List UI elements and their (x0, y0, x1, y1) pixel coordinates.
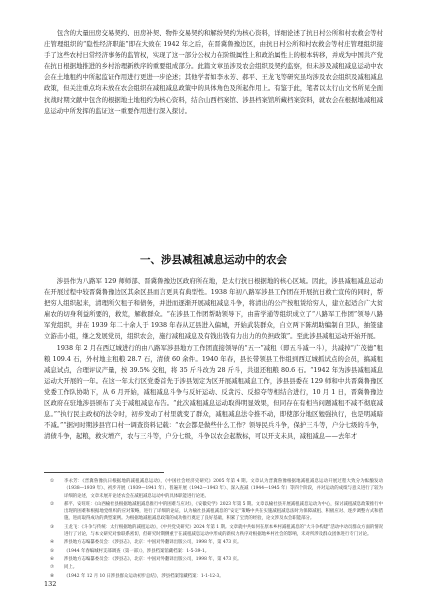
footnote (44, 556, 383, 563)
footnote (44, 573, 383, 580)
footnote-text: 郝平、安旺旺：《山西榆社县根据地减租减息推行中的困难与应对》，《安徽史学》2023 年第 5 期。文章以榆社县开展减租减息运动为中心，探讨减租减息政策推行中出现的困难和根据地党组织的应对策略，进行了详细的论证，认为榆社县减租减息的“安定”策略中共在实施减租减息法时为保障减租、积极应对、逐步调整方式和措施，进而取得成功的典型案例。为根据地减租减息政策的成功推行奠定了良好基础，积累了宝贵的经验，论文涉及农会职能部分。 (64, 501, 383, 522)
footnote (44, 478, 383, 500)
footnote-marker: ① (50, 479, 54, 484)
footnote-marker: ⑤ (50, 548, 54, 554)
intro-paragraph: 包含的大量田房交易契约、田房补契、物件交易契约和解纷契约为核心资料，详细论述了抗日村公所和村农救会等村庄管理组织的“隐性经济职能”即在大致在 1942 年之后，在晋冀鲁豫边区，由抗日村公所和村农救会等村庄管理组织接手了这些农村日常经济事务的监管权，实现了这一部分公权力在阶级属性上和政治属性上的根本转移，并成为中国共产党在抗日根据地推进的乡村治理新秩序的重要组成部分。此篇文章虽涉及农会组织及契约监察，但未涉及减租减息运动中农会在土地租约中所起监证作用进行更进一步论述；其他学者如李永芳、郝平、王龙飞等研究虽均涉及农会组织及减租减息政策，但关注重点均未放在农会组织在减租减息政策中的具体角色及所起作用上。有鉴于此，笔者以太行山文书所见全面抗战时期文献中包含的根据地土地租约为核心资料，结合山西档案馆、涉县档案馆所藏档案资料，就农会在根据地减租减息运动中所发挥的监证这一重要作用进行深入探讨。 (44, 29, 383, 115)
footnote-marker: ③ (50, 524, 54, 530)
footnote (44, 524, 383, 539)
section-text (44, 276, 383, 442)
footnote-text: 涉县地方志编纂委员会：《涉县志》，北京：中国对外翻译出版公司，1998 年，第 473 页。 (64, 540, 242, 546)
footnote (44, 501, 383, 523)
footnote-text: 同上。 (64, 565, 78, 571)
footnote-marker: ⑧ (50, 573, 54, 579)
section-paragraph: 涉县作为八路军 129 师师部、晋冀鲁豫边区政府所在地，是太行抗日根据地的核心区域。因此，涉县减租减息运动在开展过程中较晋冀鲁豫边区其余区县而言更具有典型性。1938 年初八路军涉县工作团在开展抗日救亡宣传的同时，帮把穷人组织起来，清理所欠租子和债务，并进而逐渐开展减租减息斗争，将清出的公产按租赁给穷人，建立起适合广大贫雇农的切身利益所要的，救荒，解救群众。“在涉县工作团帮助领导下，由苗学通等组织成立了“八路军工作团”领导八路军党组织，并在 1939 年二十余人于 1938 年春从辽县进入偏城，开始武装群众，自立两下陈胡助编制自卫队，抽签建立游击小组，继之发展党员，组织农会，施行减租减息及有钱出钱有力出力的负担政策”。至此涉县减租运动开始开展。 (44, 277, 383, 341)
footnote-text: 王龙飞：《斗争与传统：太行根据地的减租运动》，《中共党史研究》2024 年第 1 期。文章就中共如何在原本乡村减租减息的“大斗争构建”活动中动员群众方面的情况进行了讨论，与本文研究对象联系密切，但研究时期侧重于在减租减息运动中形成的新权力秩序对根据地乡村社会的影响，未对所涉及群众团体进行专门讨论。 (64, 524, 384, 538)
footnote-text: 李永芳：《晋冀鲁豫抗日根据地的减租减息运动》，《中国社会经济史研究》2005 年第 4 期。文章认为晋冀鲁豫根据地减租减息运动开展过程大致分为酝酿发动（1938—1939 年）、初步开展（1939—1941 年）、普遍开展（1942—1943 年）、深入查减（1944—1945 年）等四个阶段，并对运动的成绩与意义进行了较为详细的论述，文章未展开论述农会在减租减息运动中的具体职能进行论述。 (64, 479, 383, 499)
page-number: 132 (44, 580, 57, 588)
footnote-marker: ④ (50, 540, 54, 546)
footnote-text: 涉县地方志编纂委员会：《涉县志》，北京：中国对外翻译出版公司，1998 年，第 473 页。 (64, 556, 242, 562)
footnote-marker: ② (50, 501, 54, 507)
footnote-divider (44, 472, 164, 473)
section-heading: 一、涉县减租减息运动中的农会 (140, 254, 287, 266)
footnote-marker: ⑥ (50, 556, 54, 562)
footnotes (44, 478, 383, 581)
footnote-marker: ⑦ (50, 565, 54, 571)
footnote (44, 539, 383, 546)
footnote (44, 548, 383, 555)
footnote (44, 564, 383, 571)
footnote-text: 《1944 年春编城村支部调查（第一部）》，涉县档案馆藏档案：1-5-39-1。 (64, 548, 210, 554)
section-paragraph: 1938 年 2 月在西辽城进行的由八路军涉县地方工作团直接领导的“五一”减租（即五斗减一斗），共减掉“广茂德”租粮 109.4 石，外村地主租粮 28.7 石，清债 60 余件。1940 年春，县长带领县工作组到西辽城抓试点的会员，搞减租减息试点，合理评议产量，按 39.5% 交租，将 35 斤斗改为 28 斤斗，共退还租粮 80.6 石。“1942 年为涉县减租减息运动大开展的一年。在这一年太行区党委首先于涉县划定为区开展减租减息工作，涉县县委在 129 师和中共晋冀鲁豫区党委工作队协助下，从 6 月开始，减租减息斗争与反奸运动、反贪污、反掠夺等相结合进行，10 月 1 日，晋冀鲁豫边区政府在驻地涉县颁布了关于减租减息布告。“此次减租减息运动取得明显效果，但同存在有相当问题减租不减不彻底减息。”“执行民主政权的法令时，初步发动了村里就变了群众，减租减息法令推不动，即使部分地区勉强执行，也是明减暗不减。”“据河时期涉县官口村一调查资料记载：“农会都是做些什么工作？领导民兵斗争，保护三斗等，户分七级的斗争，清债斗争，起粮，救灾增产，农与三斗等，户分七级，斗争以农会起数标，可以开支未具，减租减息——去年才 (44, 343, 383, 441)
intro-text (44, 28, 383, 117)
footnote-text: 《1942 年 12 月 10 日涉县群众运动初步总结》，涉县档案馆藏档案：1-1-12-3。 (64, 573, 224, 579)
